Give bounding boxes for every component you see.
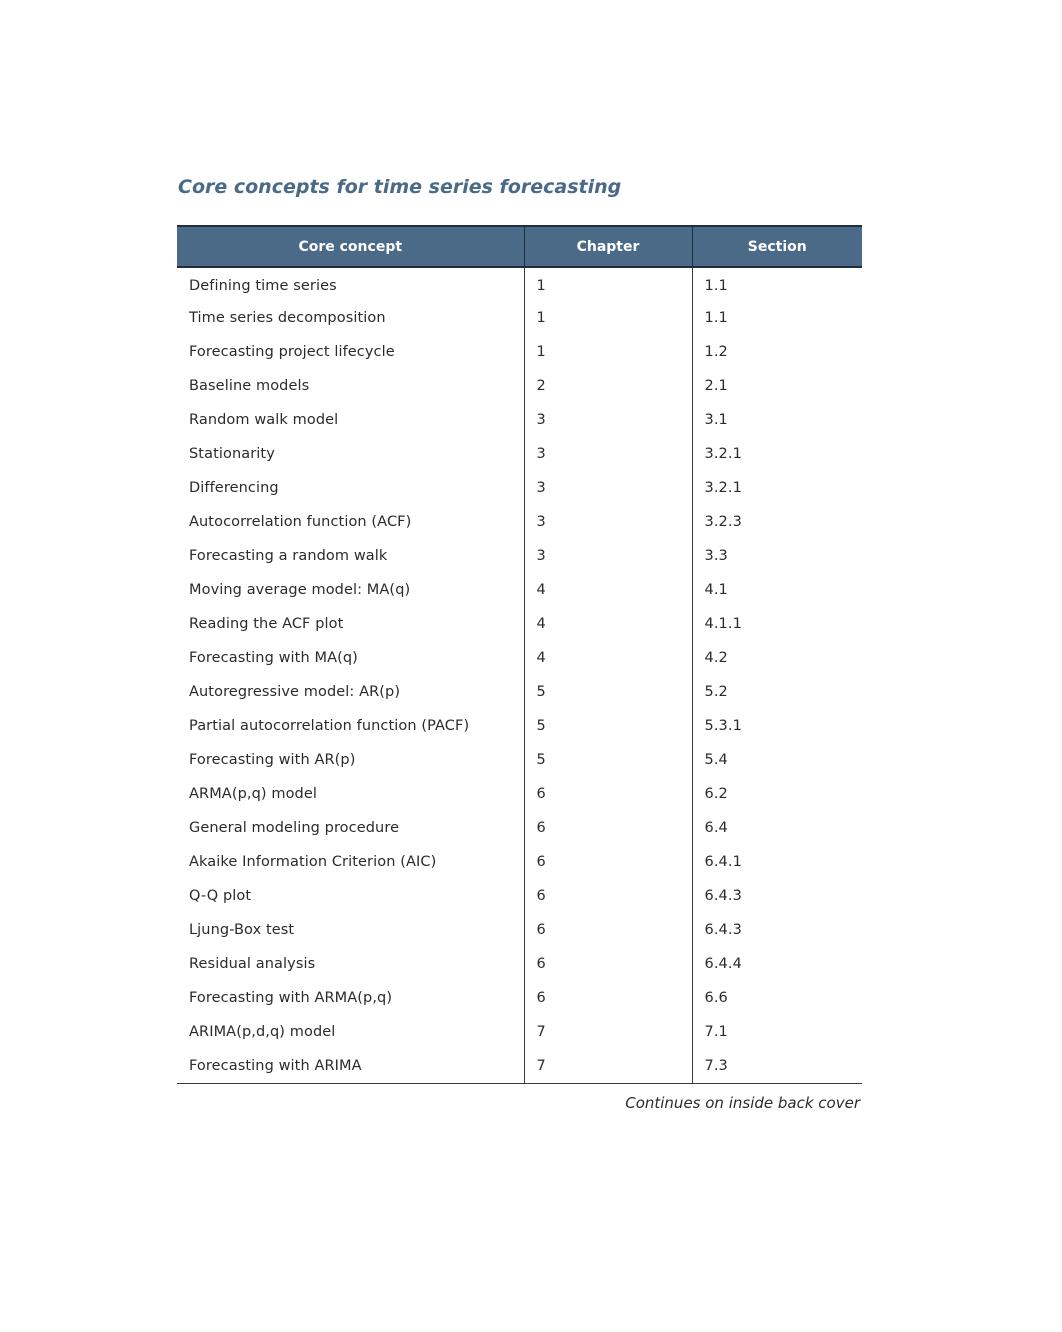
chapter-cell: 5	[524, 709, 692, 743]
section-cell: 7.3	[692, 1049, 862, 1083]
chapter-cell: 7	[524, 1049, 692, 1083]
table-row	[177, 471, 862, 505]
section-cell: 7.1	[692, 1015, 862, 1049]
chapter-cell: 6	[524, 879, 692, 913]
table-row	[177, 709, 862, 743]
concept-cell: ARMA(p,q) model	[189, 786, 318, 802]
column-header-chapter: Chapter	[524, 226, 692, 267]
table-row	[177, 301, 862, 335]
chapter-cell: 3	[524, 471, 692, 505]
section-cell: 3.3	[692, 539, 862, 573]
table-row	[177, 573, 862, 607]
section-cell: 1.1	[692, 267, 862, 301]
chapter-cell: 5	[524, 675, 692, 709]
concept-cell: Residual analysis	[189, 956, 316, 972]
table-row	[177, 845, 862, 879]
chapter-cell: 6	[524, 981, 692, 1015]
chapter-cell: 6	[524, 947, 692, 981]
table-row	[177, 879, 862, 913]
section-cell: 6.4.3	[692, 913, 862, 947]
concept-cell: Defining time series	[189, 278, 337, 294]
table-row	[177, 437, 862, 471]
chapter-cell: 6	[524, 913, 692, 947]
table-body	[177, 267, 862, 1083]
concept-cell: Q-Q plot	[189, 888, 252, 904]
concept-cell: Differencing	[189, 480, 279, 496]
section-cell: 6.4	[692, 811, 862, 845]
chapter-cell: 6	[524, 811, 692, 845]
chapter-cell: 1	[524, 301, 692, 335]
table-row	[177, 539, 862, 573]
table-row	[177, 369, 862, 403]
concept-cell: Time series decomposition	[189, 310, 386, 326]
section-cell: 6.2	[692, 777, 862, 811]
chapter-cell: 3	[524, 505, 692, 539]
concept-cell: Forecasting with ARMA(p,q)	[189, 990, 393, 1006]
chapter-cell: 4	[524, 573, 692, 607]
table-row	[177, 675, 862, 709]
section-cell: 1.2	[692, 335, 862, 369]
section-cell: 4.2	[692, 641, 862, 675]
table-row	[177, 947, 862, 981]
concept-cell: Forecasting with MA(q)	[189, 650, 358, 666]
page-title: Core concepts for time series forecasting	[178, 176, 622, 198]
section-cell: 5.3.1	[692, 709, 862, 743]
chapter-cell: 6	[524, 845, 692, 879]
section-cell: 5.2	[692, 675, 862, 709]
chapter-cell: 7	[524, 1015, 692, 1049]
table-row	[177, 981, 862, 1015]
chapter-cell: 3	[524, 403, 692, 437]
table-row	[177, 1015, 862, 1049]
table-row	[177, 777, 862, 811]
chapter-cell: 2	[524, 369, 692, 403]
concept-cell: Autocorrelation function (ACF)	[189, 514, 412, 530]
chapter-cell: 3	[524, 539, 692, 573]
core-concepts-table	[177, 225, 862, 1084]
column-header-section: Section	[692, 226, 862, 267]
table-row	[177, 811, 862, 845]
section-cell: 3.2.3	[692, 505, 862, 539]
section-cell: 3.2.1	[692, 471, 862, 505]
section-cell: 6.4.3	[692, 879, 862, 913]
chapter-cell: 6	[524, 777, 692, 811]
section-cell: 3.1	[692, 403, 862, 437]
table-row	[177, 641, 862, 675]
column-header-core-concept: Core concept	[177, 226, 524, 267]
table-row	[177, 403, 862, 437]
section-cell: 3.2.1	[692, 437, 862, 471]
section-cell: 6.4.1	[692, 845, 862, 879]
concept-cell: Ljung-Box test	[189, 922, 295, 938]
table-row	[177, 267, 862, 301]
chapter-cell: 5	[524, 743, 692, 777]
table-row	[177, 335, 862, 369]
concept-cell: ARIMA(p,d,q) model	[189, 1024, 336, 1040]
table-header-row	[177, 226, 862, 267]
concept-cell: Stationarity	[189, 446, 275, 462]
section-cell: 2.1	[692, 369, 862, 403]
concept-cell: Forecasting a random walk	[189, 548, 388, 564]
section-cell: 6.6	[692, 981, 862, 1015]
table-row	[177, 913, 862, 947]
chapter-cell: 1	[524, 335, 692, 369]
section-cell: 5.4	[692, 743, 862, 777]
table-row	[177, 1049, 862, 1083]
table-row	[177, 505, 862, 539]
concept-cell: Reading the ACF plot	[189, 616, 344, 632]
table-row	[177, 743, 862, 777]
concept-cell: Autoregressive model: AR(p)	[189, 684, 401, 700]
section-cell: 6.4.4	[692, 947, 862, 981]
chapter-cell: 4	[524, 607, 692, 641]
concept-cell: Moving average model: MA(q)	[189, 582, 411, 598]
chapter-cell: 1	[524, 267, 692, 301]
concept-cell: General modeling procedure	[189, 820, 400, 836]
continues-note: Continues on inside back cover	[625, 1094, 860, 1112]
concept-cell: Forecasting project lifecycle	[189, 344, 395, 360]
concept-cell: Forecasting with AR(p)	[189, 752, 356, 768]
concept-cell: Akaike Information Criterion (AIC)	[189, 854, 437, 870]
table-header	[177, 226, 862, 267]
concept-cell: Baseline models	[189, 378, 310, 394]
concept-cell: Forecasting with ARIMA	[177, 1049, 524, 1083]
section-cell: 1.1	[692, 301, 862, 335]
chapter-cell: 4	[524, 641, 692, 675]
concept-cell: Partial autocorrelation function (PACF)	[189, 718, 470, 734]
chapter-cell: 3	[524, 437, 692, 471]
section-cell: 4.1	[692, 573, 862, 607]
table-row	[177, 607, 862, 641]
section-cell: 4.1.1	[692, 607, 862, 641]
concept-cell: Random walk model	[189, 412, 339, 428]
